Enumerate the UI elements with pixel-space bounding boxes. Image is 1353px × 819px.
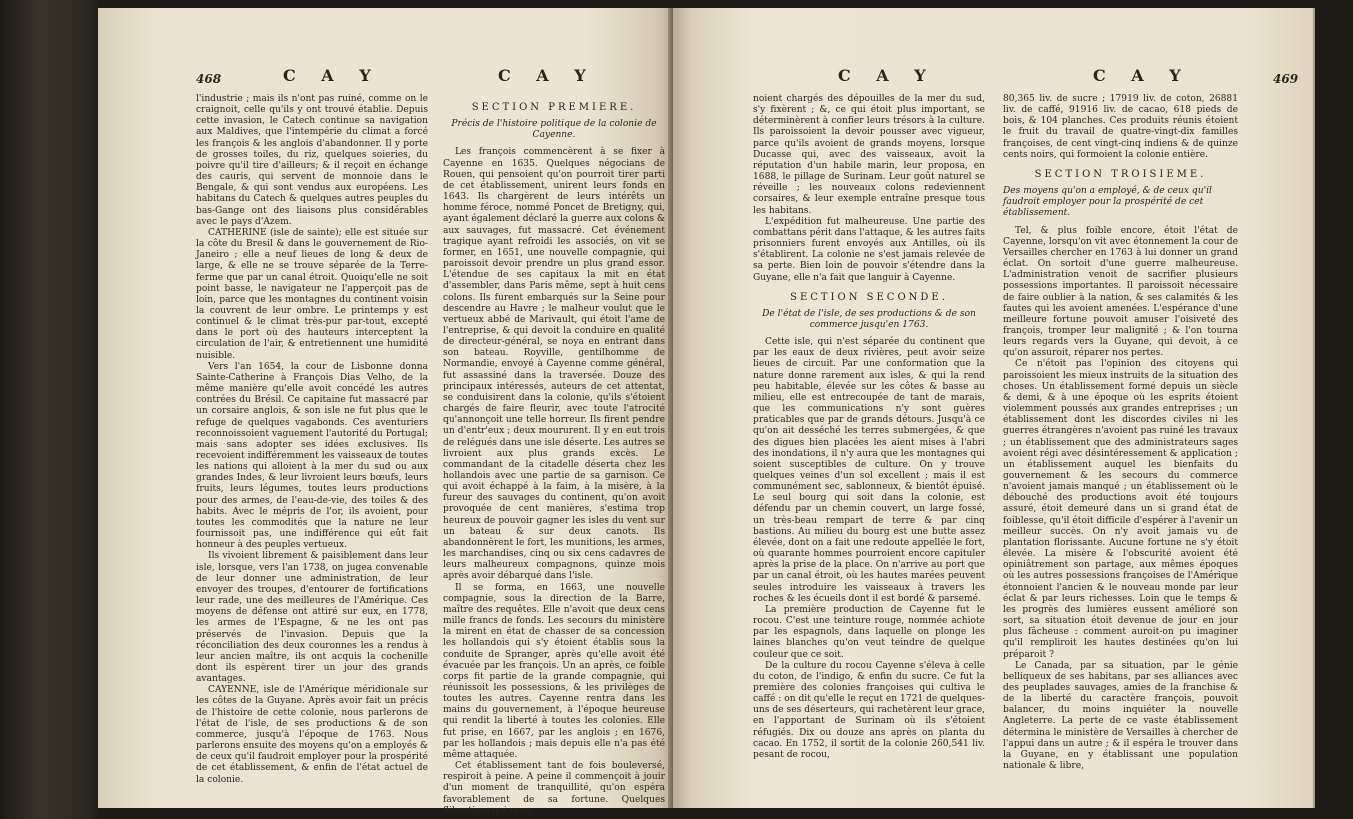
paragraph: CATHERINE (isle de sainte); elle est située sur la côte du Bresil & dans le gouvernement de Rio-Janeiro ; elle a neuf lieues de long & deux de large, & elle ne se trouve séparée de la Terre-ferme que par un canal étroit. Quoiqu'elle ne soit point basse, le navigateur ne l'apperçoit pas de loin, parce que les montagnes du continent voisin la couvrent de leur ombre. Le printemps y est continuel & le climat très-pur par-tout, excepté dans le port où des hauteurs interceptent la circulation de l'air, & entretiennent une humidité nuisible. bbox=[196, 227, 428, 361]
paragraph: La première production de Cayenne fut le rocou. C'est une teinture rouge, nommée achiote par les espagnols, dans laquelle on plonge les laines blanches qu'on veut teindre de quelque couleur que ce soit. bbox=[753, 604, 985, 660]
paragraph: CAYENNE, isle de l'Amérique méridionale sur les côtes de la Guyane. Après avoir fait un précis de l'histoire de cette colonie, nous parlerons de l'état de l'isle, de ses productions & de son commerce, jusqu'à l'époque de 1763. Nous parlerons ensuite des moyens qu'on a employés & de ceux qu'il faudroit employer pour la prospérité de cet établissement, & enfin de l'état actuel de la colonie. bbox=[196, 685, 428, 785]
text-column bbox=[1003, 94, 1238, 772]
section-subtitle: Des moyens qu'on a employé, & de ceux qu'il faudroit employer pour la prospérité de cet établissement. bbox=[1003, 186, 1212, 219]
paragraph: Il se forma, en 1663, une nouvelle compagnie, sous la direction de la Barre, maître des requêtes. Elle n'avoit que deux cens mille francs de fonds. Les secours du ministère la mirent en état de chasser de sa concession les hollandois qui s'y étoient établis sous la conduite de Spranger, après qu'elle avoit été évacuée par les françois. Un an après, ce foible corps fit partie de la grande compagnie, qui réunissoit les possessions, & les privilèges de toutes les autres. Cayenne rentra dans les mains du gouvernement, à l'époque heureuse qui rendit la liberté à toutes les colonies. Elle fut prise, en 1667, par les anglois ; en 1676, par les hollandois ; mais depuis elle n'a pas été même attaquée. bbox=[443, 582, 665, 760]
paragraph: noient chargés des dépouilles de la mer du sud, s'y fixèrent ; &, ce qui étoit plus important, se déterminèrent à confier leurs trésors à la culture. Ils paroissoient la devoir pousser avec vigueur, parce qu'ils avoient de grands moyens, lorsque Ducasse qui, avec des vaisseaux, avoit la réputation d'un habile marin, leur proposa, en 1688, le pillage de Surinam. Leur goût naturel se réveille ; les nouveaux colons redeviennent corsaires, & leur exemple entraîne presque tous les habitans. bbox=[753, 94, 985, 216]
page-number: 469 bbox=[1273, 72, 1299, 86]
section-heading: SECTION PREMIERE. bbox=[471, 102, 637, 113]
page-number: 468 bbox=[196, 72, 222, 86]
paragraph: l'industrie ; mais ils n'ont pas ruiné, comme on le craignoit, celle qu'ils y ont trouvé établie. Depuis cette invasion, le Catech continue sa navigation aux Maldives, que l'intempérie du climat a forcé les françois & les anglois d'abandonner. Il y porte de grosses toiles, du riz, quelques soieries, du poivre qu'il tire d'ailleurs; & il reçoit en échange des cauris, qui servent de monnoie dans le Bengale, & qui sont vendus aux européens. Les habitans du Catech & quelques autres peuples du bas-Gange ont des liaisons plus considérables avec le pays d'Azem. bbox=[196, 94, 428, 227]
text-column bbox=[753, 94, 985, 761]
text-column bbox=[196, 94, 428, 786]
paragraph: L'expédition fut malheureuse. Une partie des combattans périt dans l'attaque, & les autres faits prisonniers furent envoyés aux Antilles, où ils s'établirent. La colonie ne s'est jamais relevée de sa perte. Bien loin de pouvoir s'étendre dans la Guyane, elle n'a fait que languir à Cayenne. bbox=[753, 216, 985, 283]
running-header: C A Y bbox=[498, 66, 596, 85]
left-page bbox=[98, 8, 673, 816]
section-heading: SECTION SECONDE. bbox=[790, 291, 948, 303]
running-header: C A Y bbox=[838, 66, 936, 85]
running-header: C A Y bbox=[283, 66, 381, 85]
paragraph: Tel, & plus foible encore, étoit l'état de Cayenne, lorsqu'on vit avec étonnement la cour de Versailles chercher en 1763 à lui donner un grand éclat. On sortoit d'une guerre malheureuse. L'administration venoit de sacrifier plusieurs possessions importantes. Il paroissoit nécessaire de faire oublier à la nation, & ses calamités & les fautes qui les avoient amenées. L'espérance d'une meilleure fortune pouvoit amuser l'oisiveté des françois, tromper leur malignité ; & l'on tourna leurs regards vers la Guyane, qui devoit, à ce qu'on assuroit, réparer nos pertes. bbox=[1003, 225, 1238, 359]
text-column bbox=[443, 94, 665, 817]
paragraph: Cet établissement tant de fois bouleversé, respiroit à peine. A peine il commençoit à jouir d'un moment de tranquillité, qu'on espéra favorablement de sa fortune. Quelques flibustiers qui reve- bbox=[443, 761, 665, 816]
paragraph: Les françois commencèrent à se fixer à Cayenne en 1635. Quelques négocians de Rouen, qui pensoient qu'on pourroit tirer parti de cet établissement, unirent leurs fonds en 1643. Ils chargèrent de leurs intérêts un homme féroce, nommé Poncet de Bretigny, qui, ayant également déclaré la guerre aux colons & aux sauvages, fut massacré. Cet événement tragique ayant refroidi les associés, on vit se former, en 1651, une nouvelle compagnie, qui paroissoit devoir prendre un plus grand essor. L'étendue de ses capitaux la mit en état d'assembler, dans Paris même, sept à huit cens colons. Ils furent embarqués sur la Seine pour descendre au Havre ; le malheur voulut que le vertueux abbé de Marivault, qui étoit l'ame de l'entreprise, & qui devoit la conduire en qualité de directeur-général, se noya en entrant dans son bateau. Royville, gentilhomme de Normandie, envoyé à Cayenne comme général, fut assassiné dans la traversée. Douze des principaux intéressés, auteurs de cet attentat, se conduisirent dans la colonie, qu'ils s'étoient chargés de faire fleurir, avec toute l'atrocité qu'annonçoit une telle horreur. Ils firent pendre un d'entr'eux ; deux moururent. Il y en eut trois de relégués dans une isle déserte. Les autres se livroient aux plus grands excès. Le commandant de la citadelle déserta chez les hollandois avec une partie de sa garnison. Ce qui avoit échappé à la faim, à la misère, à la fureur des sauvages du continent, qu'on avoit provoquée de cent manières, s'estima trop heureux de pouvoir gagner les isles du vent sur un bateau & sur deux canots. Ils abandonnèrent le fort, les munitions, les armes, les marchandises, cinq ou six cens cadavres de leurs malheureux compagnons, quinze mois après avoir débarqué dans l'isle. bbox=[443, 147, 665, 582]
section-subtitle: Précis de l'histoire politique de la colonie de Cayenne. bbox=[451, 119, 657, 141]
paragraph: Cette isle, qui n'est séparée du continent que par les eaux de deux rivières, peut avoir seize lieues de circuit. Par une conformation que la nature donne rarement aux isles, & qui la rend peu habitable, élevée sur les côtes & basse au milieu, elle est entrecoupée de tant de marais, que les communications n'y sont guères praticables que par de grands détours. Jusqu'à ce qu'on ait desséché les terres submergées, & que des digues bien placées les aient mises à l'abri des inondations, il n'y aura que les montagnes qui soient susceptibles de culture. On y trouve quelques veines d'un sol excellent ; mais il est communément sec, sablonneux, & bientôt épuisé. Le seul bourg qui soit dans la colonie, est défendu par un chemin couvert, un large fossé, un très-beau rempart de terre & par cinq bastions. Au milieu du bourg est une butte assez élevée, dont on a fait une redoute appellée le fort, où quarante hommes pourroient encore capituler après la prise de la place. On n'arrive au port que par un canal étroit, où les hautes marées peuvent seules introduire les vaisseaux à travers les roches & les écueils dont il est bordé & parsemé. bbox=[753, 337, 985, 604]
paragraph: De la culture du rocou Cayenne s'éleva à celle du coton, de l'indigo, & enfin du sucre. Ce fut la première des colonies françoises qui cultiva le caffé : on dit qu'elle le reçut en 1721 de quelques-uns de ses déserteurs, qui rachetèrent leur grace, en l'apportant de Surinam où ils s'étoient réfugiés. Dix ou douze ans après on planta du cacao. En 1752, il sortit de la colonie 260,541 liv. pesant de rocou, bbox=[753, 660, 985, 760]
paragraph: Le Canada, par sa situation, par le génie belliqueux de ses habitans, par ses alliances avec des peuplades sauvages, amies de la franchise & de la liberté du caractère françois, pouvoit balancer, du moins inquiéter la nouvelle Angleterre. La perte de ce vaste établissement détermina le ministère de Versailles à chercher de l'appui dans un autre ; & il espéra le trouver dans la Guyane, en y établissant une population nationale & libre, bbox=[1003, 660, 1238, 772]
paragraph: Ils vivoient librement & paisiblement dans leur isle, lorsque, vers l'an 1738, on jugea convenable de leur donner une administration, de leur envoyer des troupes, d'entourer de fortifications leur rade, une des meilleures de l'Amérique. Ces moyens de défense ont attiré sur eux, en 1778, les armes de l'Espagne, & ne les ont pas préservés de l'invasion. Depuis que la réconciliation des deux couronnes les a rendus à leur ancien maître, ils ont acquis la cochenille dont ils espèrent tirer un jour des grands avantages. bbox=[196, 551, 428, 685]
right-page bbox=[673, 8, 1315, 808]
running-header: C A Y bbox=[1093, 66, 1191, 85]
paragraph: Ce n'étoit pas l'opinion des citoyens qui paroissoient les mieux instruits de la situation des choses. Un établissement formé depuis un siècle & demi, & à une époque où les esprits étoient violemment poussés aux grandes entreprises ; un établissement dont les discordes civiles ni les guerres étrangères n'avoient pas ruiné les travaux ; un établissement que des administrateurs sages avoient régi avec désintéressement & application ; un établissement auquel les bienfaits du gouvernement & les secours du commerce n'avoient jamais manqué ; un établissement où le débouché des productions avoit été toujours assuré, étoit demeuré dans un si grand état de foiblesse, qu'il étoit difficile d'espérer à l'avenir un meilleur succès. On n'y avoit jamais vu de plantation florissante. Aucune fortune ne s'y étoit élevée. La misère & l'obscurité avoient été opiniâtrement son partage, aux mêmes époques où les autres possessions françoises de l'Amérique étonnoient l'ancien & le nouveau monde par leur éclat & par leurs richesses. Loin que le temps & les progrès des lumières eussent amélioré son sort, sa situation étoit devenue de jour en jour plus fâcheuse : comment auroit-on pu imaginer qu'il rempliroit les hautes destinées qu'on lui préparoit ? bbox=[1003, 359, 1238, 660]
paragraph: 80,365 liv. de sucre ; 17919 liv. de coton, 26881 liv. de caffé, 91916 liv. de cacao, 618 pieds de bois, & 104 planches. Ces produits réunis étoient le fruit du travail de quatre-vingt-dix familles françoises, de cent vingt-cinq indiens & de quinze cents noirs, qui formoient la colonie entière. bbox=[1003, 94, 1238, 160]
section-subtitle: De l'état de l'isle, de ses productions & de son commerce jusqu'en 1763. bbox=[762, 308, 976, 330]
section-heading: SECTION TROISIEME. bbox=[1034, 168, 1207, 180]
paragraph: Vers l'an 1654, la cour de Lisbonne donna Sainte-Catherine à François Dias Velho, de la même manière qu'elle avoit concédé les autres contrées du Brésil. Ce capitaine fut massacré par un corsaire anglois, & son isle ne fut plus que le refuge de quelques vagabonds. Ces aventuriers reconnoissoient vaguement l'autorité du Portugal; mais sans adopter ses idées exclusives. Ils recevoient indifféremment les vaisseaux de toutes les nations qui alloient à la mer du sud ou aux grandes Indes, & leur livroient leurs bœufs, leurs fruits, leurs légumes, toutes leurs productions pour des armes, de l'eau-de-vie, des toiles & des habits. Avec le mépris de l'or, ils avoient, pour toutes les commodités que la nature ne leur fournissoit pas, une indifférence qui eût fait honneur à des peuples vertueux. bbox=[196, 361, 428, 551]
